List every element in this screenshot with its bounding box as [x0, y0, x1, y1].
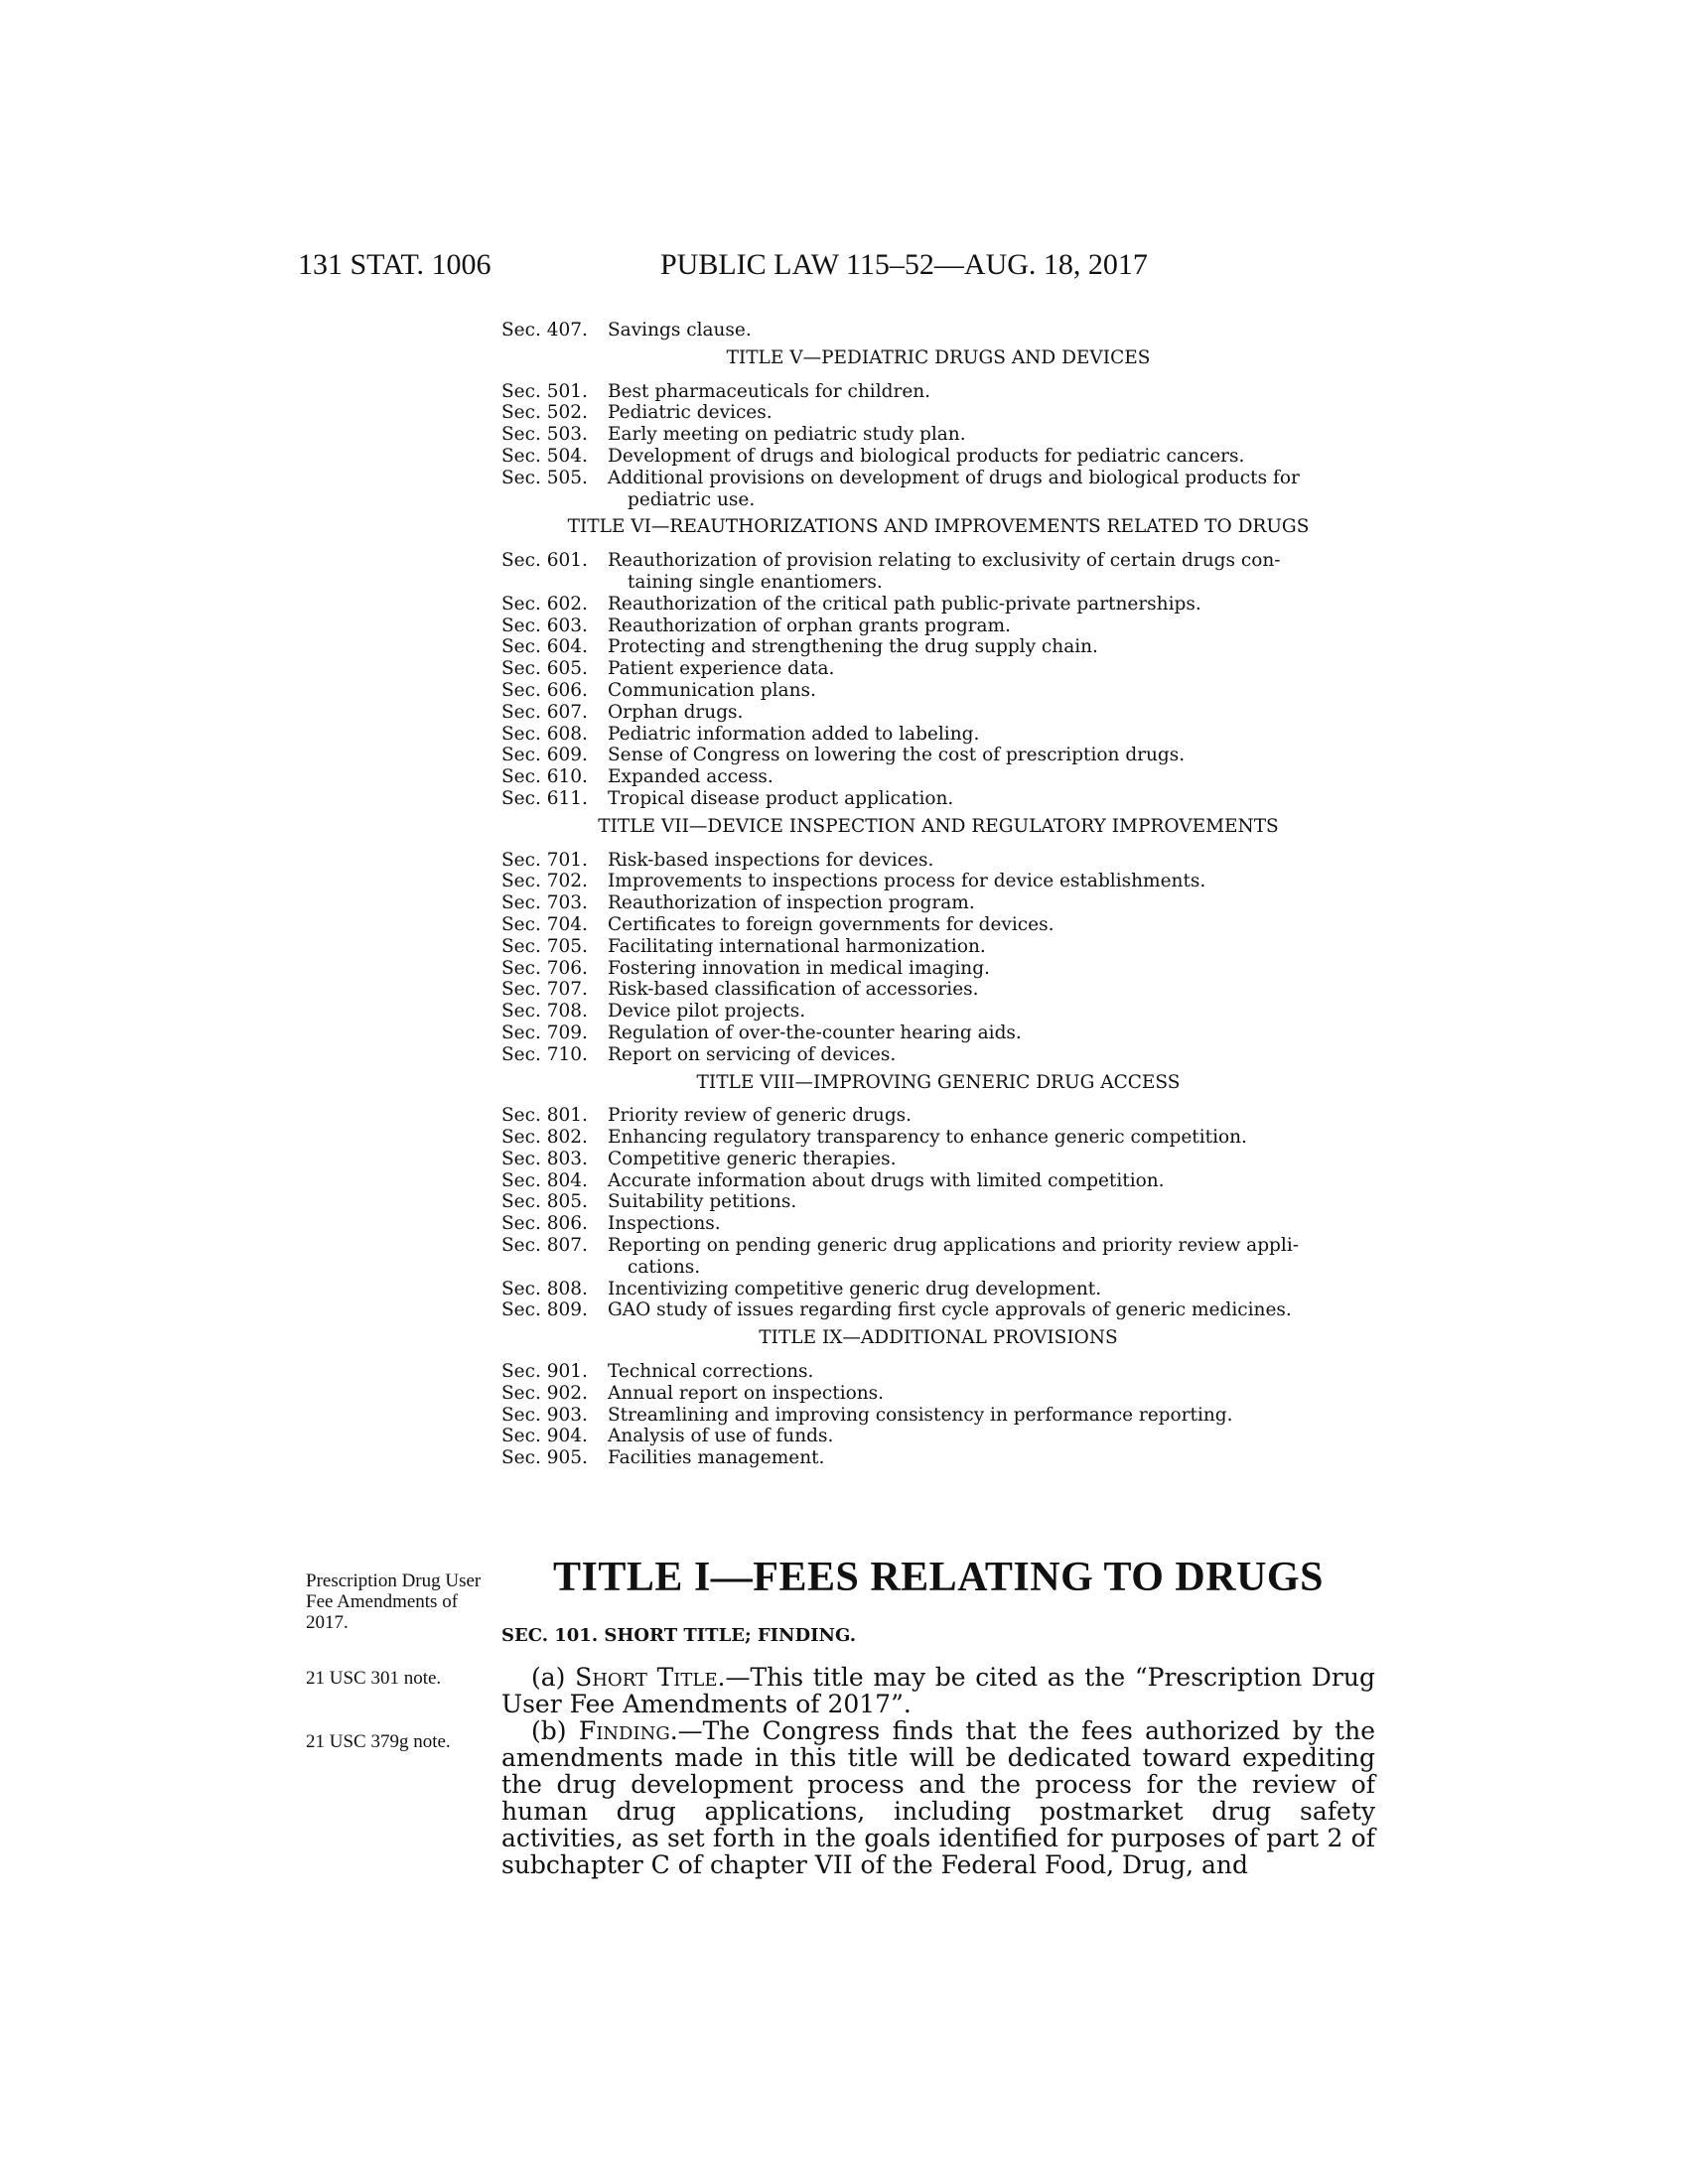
toc-section-number: Sec. 504. [501, 445, 588, 467]
toc-section-text-wrap [608, 424, 1375, 446]
toc-section-text-wrap [608, 979, 1375, 1001]
toc-section-number: Sec. 707. [501, 979, 588, 1001]
toc-item [501, 1170, 1375, 1192]
toc-section-text-wrap [608, 1127, 1375, 1149]
toc-title-heading: TITLE VIII—IMPROVING GENERIC DRUG ACCESS [696, 1071, 1181, 1093]
toc-section-number: Sec. 709. [501, 1022, 588, 1043]
toc-section-number: Sec. 809. [501, 1299, 588, 1321]
toc-section-text: Patient experience data. [608, 658, 835, 680]
toc-item [501, 615, 1375, 637]
toc-section-text: Pediatric information added to labeling. [608, 723, 980, 745]
toc-section-text-wrap [608, 1149, 1375, 1170]
toc-section-text: Reauthorization of inspection program. [608, 892, 975, 914]
toc-section-text: Incentivizing competitive generic drug development. [608, 1278, 1102, 1299]
toc-section-number: Sec. 503. [501, 424, 588, 446]
toc-item [501, 1361, 1375, 1383]
toc-section-number: Sec. 801. [501, 1105, 588, 1127]
toc-section-number: Sec. 610. [501, 766, 588, 788]
toc-section-text: Early meeting on pediatric study plan. [608, 424, 966, 446]
toc-section-number: Sec. 607. [501, 701, 588, 723]
toc-section-text: Regulation of over-the-counter hearing aids. [608, 1022, 1022, 1043]
toc-section-number: Sec. 605. [501, 658, 588, 680]
toc-title-group [501, 347, 1375, 511]
toc-section-text: Competitive generic therapies. [608, 1148, 897, 1169]
section-body [501, 1664, 1375, 1878]
toc-section-number: Sec. 710. [501, 1043, 588, 1065]
section-heading: SEC. 101. SHORT TITLE; FINDING. [501, 1625, 856, 1646]
toc-section-number: Sec. 703. [501, 892, 588, 914]
toc-item [501, 1023, 1375, 1044]
toc-section-text-wrap [608, 594, 1375, 615]
toc-section-text-continuation: taining single enantiomers. [628, 571, 883, 593]
toc-section-number: Sec. 805. [501, 1191, 588, 1213]
toc-section-number: Sec. 808. [501, 1278, 588, 1299]
public-law-citation: PUBLIC LAW 115–52—AUG. 18, 2017 [660, 248, 1148, 281]
toc-item [501, 680, 1375, 702]
toc-section-text-wrap [608, 936, 1375, 958]
toc-section-text: Inspections. [608, 1213, 721, 1235]
toc-item [501, 636, 1375, 658]
toc-section-text: Accurate information about drugs with limited competition. [608, 1169, 1165, 1191]
toc-section-text: Facilitating international harmonization. [608, 935, 986, 957]
toc-section-text: Development of drugs and biological products for pediatric cancers. [608, 445, 1245, 467]
toc-section-text: Expanded access. [608, 766, 774, 788]
toc-section-text: Sense of Congress on lowering the cost of prescription drugs. [608, 745, 1186, 766]
toc-section-number: Sec. 505. [501, 467, 588, 488]
toc-item [501, 1127, 1375, 1149]
toc-title-heading: TITLE VII—DEVICE INSPECTION AND REGULATORY IMPROVEMENTS [598, 815, 1279, 837]
toc-section-text-wrap [608, 1447, 1375, 1469]
page-header [298, 248, 1360, 288]
toc-section-number: Sec. 601. [501, 550, 588, 572]
toc-section-text: Risk-based classification of accessories. [608, 979, 979, 1001]
toc-section-text-wrap [608, 1279, 1375, 1300]
toc-section-number: Sec. 608. [501, 723, 588, 745]
toc-title-heading: TITLE IX—ADDITIONAL PROVISIONS [759, 1327, 1118, 1349]
toc-item [501, 1001, 1375, 1023]
toc-section-text-wrap [608, 958, 1375, 980]
toc-section-text: Reauthorization of the critical path public-private partnerships. [608, 593, 1201, 614]
toc-section-number: Sec. 602. [501, 593, 588, 614]
toc-item [501, 550, 1375, 594]
toc-section-text-wrap [608, 402, 1375, 424]
toc-title-heading: TITLE V—PEDIATRIC DRUGS AND DEVICES [726, 346, 1151, 368]
toc-section-text: Reauthorization of provision relating to exclusivity of certain drugs con- [608, 550, 1281, 572]
toc-section-text: Priority review of generic drugs. [608, 1105, 913, 1127]
toc-title-group [501, 1327, 1375, 1469]
toc-section-text: Improvements to inspections process for device establishments. [608, 871, 1206, 892]
toc-section-text-wrap [608, 446, 1375, 468]
paragraph-a-text: .—This title may be cited as the “Prescription Drug User Fee Amendments of 2017”. [501, 1663, 1375, 1718]
toc-section-text: Technical corrections. [608, 1361, 814, 1383]
toc-item [501, 1213, 1375, 1235]
toc-section-number: Sec. 802. [501, 1127, 588, 1149]
paragraph-b-caption: Finding [578, 1716, 670, 1745]
toc-section-text-wrap [608, 871, 1375, 892]
toc-item [501, 979, 1375, 1001]
paragraph-a-label: (a) [531, 1663, 576, 1692]
toc-section-text: GAO study of issues regarding first cycle approvals of generic medicines. [608, 1299, 1292, 1321]
toc-section-text-wrap [608, 1383, 1375, 1405]
toc-section-text-wrap [608, 1426, 1375, 1447]
toc-section-text-wrap [608, 788, 1375, 810]
toc-item [501, 1149, 1375, 1170]
toc-section-text-wrap [608, 636, 1375, 658]
toc-section-number: Sec. 904. [501, 1426, 588, 1447]
toc-item [501, 871, 1375, 892]
toc-section-text: Savings clause. [608, 320, 752, 341]
toc-section-number: Sec. 604. [501, 636, 588, 658]
toc-section-number: Sec. 702. [501, 871, 588, 892]
toc-section-text: Device pilot projects. [608, 1001, 806, 1023]
toc-section-text-wrap [608, 658, 1375, 680]
toc-section-text-wrap [608, 745, 1375, 766]
toc-section-text-wrap [608, 1191, 1375, 1213]
margin-note-usc-379g: 21 USC 379g note. [306, 1731, 451, 1752]
toc-section-number: Sec. 606. [501, 679, 588, 701]
toc-section-text-wrap [608, 1213, 1375, 1235]
toc-section-number: Sec. 701. [501, 849, 588, 871]
toc-section-number: Sec. 609. [501, 745, 588, 766]
toc-section-text: Annual report on inspections. [608, 1382, 885, 1404]
toc-item [501, 788, 1375, 810]
toc-title-group [501, 816, 1375, 1066]
statute-page-number: 131 STAT. 1006 [298, 248, 492, 281]
toc-section-text: Additional provisions on development of drugs and biological products for [608, 467, 1300, 488]
toc-item [501, 958, 1375, 980]
toc-item [501, 1426, 1375, 1447]
toc-item [501, 1044, 1375, 1066]
paragraph-b-label: (b) [531, 1716, 579, 1745]
toc-item [501, 446, 1375, 468]
toc-section-number: Sec. 705. [501, 935, 588, 957]
toc-section-text-wrap [608, 468, 1375, 511]
toc-section-text-wrap [608, 381, 1375, 403]
toc-section-number: Sec. 502. [501, 402, 588, 424]
toc-section-text: Best pharmaceuticals for children. [608, 380, 931, 402]
toc-section-text-wrap [608, 1001, 1375, 1023]
toc-section-number: Sec. 807. [501, 1235, 588, 1257]
toc-section-text: Report on servicing of devices. [608, 1043, 897, 1065]
toc-section-text-wrap [608, 914, 1375, 936]
toc-title-heading: TITLE VI—REAUTHORIZATIONS AND IMPROVEMENTS RELATED TO DRUGS [567, 516, 1310, 538]
toc-section-text-wrap [608, 1170, 1375, 1192]
toc-section-text: Streamlining and improving consistency in performance reporting. [608, 1404, 1233, 1426]
toc-item [501, 424, 1375, 446]
toc-section-text-wrap [608, 1023, 1375, 1044]
toc-item [501, 468, 1375, 511]
toc-section-text-wrap [608, 850, 1375, 872]
paragraph-a-caption: Short Title [575, 1663, 718, 1692]
toc-section-number: Sec. 708. [501, 1001, 588, 1023]
toc-section-text: Enhancing regulatory transparency to enhance generic competition. [608, 1127, 1247, 1149]
toc-section-text: Orphan drugs. [608, 701, 744, 723]
margin-note-usc-301: 21 USC 301 note. [306, 1668, 442, 1689]
toc-section-text-wrap [608, 702, 1375, 724]
toc-item [501, 320, 1375, 341]
toc-item [501, 745, 1375, 766]
table-of-contents [501, 320, 1375, 1469]
toc-item [501, 1405, 1375, 1427]
toc-item [501, 914, 1375, 936]
toc-section-text-wrap [608, 766, 1375, 788]
toc-section-text-wrap [608, 1361, 1375, 1383]
toc-section-text-wrap [608, 892, 1375, 914]
toc-section-text: Suitability petitions. [608, 1191, 797, 1213]
toc-section-number: Sec. 903. [501, 1404, 588, 1426]
toc-item [501, 724, 1375, 746]
toc-section-number: Sec. 901. [501, 1361, 588, 1383]
toc-section-number: Sec. 407. [501, 320, 588, 341]
toc-item [501, 1299, 1375, 1321]
toc-section-number: Sec. 902. [501, 1382, 588, 1404]
toc-section-text: Reporting on pending generic drug applications and priority review appli- [608, 1235, 1299, 1257]
toc-section-text: Reauthorization of orphan grants program. [608, 614, 1011, 636]
toc-section-number: Sec. 905. [501, 1447, 588, 1469]
toc-item [501, 1235, 1375, 1279]
paragraph-a [501, 1664, 1375, 1717]
toc-item [501, 1279, 1375, 1300]
toc-section-text-continuation: cations. [628, 1256, 701, 1278]
toc-section-text-wrap [608, 724, 1375, 746]
toc-item [501, 766, 1375, 788]
toc-item [501, 1383, 1375, 1405]
toc-section-text: Pediatric devices. [608, 402, 773, 424]
toc-section-number: Sec. 704. [501, 913, 588, 935]
toc-section-text: Protecting and strengthening the drug supply chain. [608, 636, 1098, 658]
toc-item [501, 381, 1375, 403]
toc-item [501, 1105, 1375, 1127]
toc-section-text-wrap [608, 1235, 1375, 1279]
toc-section-text-wrap [608, 1405, 1375, 1427]
toc-title-group [501, 516, 1375, 809]
toc-section-text-wrap [608, 680, 1375, 702]
toc-section-number: Sec. 603. [501, 614, 588, 636]
toc-section-text-wrap [608, 1105, 1375, 1127]
toc-item [501, 892, 1375, 914]
margin-note-short-title: Prescription Drug User Fee Amendments of 2017. [306, 1570, 482, 1633]
paragraph-b [501, 1717, 1375, 1878]
toc-section-number: Sec. 501. [501, 380, 588, 402]
toc-item [501, 702, 1375, 724]
toc-title-group [501, 1072, 1375, 1322]
toc-item [501, 850, 1375, 872]
toc-item [501, 1447, 1375, 1469]
toc-section-text-wrap [608, 615, 1375, 637]
paragraph-b-text: .—The Congress finds that the fees authorized by the amendments made in this title will be dedicated toward expediting the drug development process and the process for the review of human drug applications, including postmarket drug safety activities, as set forth in the goals identified for purposes of part 2 of subchapter C of chapter VII of the Federal Food, Drug, and [501, 1716, 1375, 1879]
toc-section-number: Sec. 806. [501, 1213, 588, 1235]
toc-section-text: Communication plans. [608, 679, 816, 701]
toc-item [501, 594, 1375, 615]
toc-section-text-wrap [608, 550, 1375, 594]
toc-item [501, 1191, 1375, 1213]
toc-section-text-wrap [608, 1299, 1375, 1321]
toc-section-number: Sec. 706. [501, 957, 588, 979]
toc-section-text: Fostering innovation in medical imaging. [608, 957, 990, 979]
toc-item [501, 936, 1375, 958]
title-heading: TITLE I—FEES RELATING TO DRUGS [553, 1555, 1324, 1600]
toc-section-text-wrap [608, 1044, 1375, 1066]
toc-section-text: Tropical disease product application. [608, 787, 954, 809]
toc-section-text: Certificates to foreign governments for devices. [608, 913, 1055, 935]
toc-section-number: Sec. 803. [501, 1148, 588, 1169]
toc-section-number: Sec. 804. [501, 1169, 588, 1191]
toc-item [501, 402, 1375, 424]
toc-section-text: Risk-based inspections for devices. [608, 849, 934, 871]
toc-section-text: Facilities management. [608, 1447, 825, 1469]
toc-section-text: Analysis of use of funds. [608, 1426, 834, 1447]
toc-titles [501, 347, 1375, 1469]
toc-section-text-continuation: pediatric use. [628, 488, 756, 510]
toc-item [501, 658, 1375, 680]
toc-section-number: Sec. 611. [501, 787, 588, 809]
